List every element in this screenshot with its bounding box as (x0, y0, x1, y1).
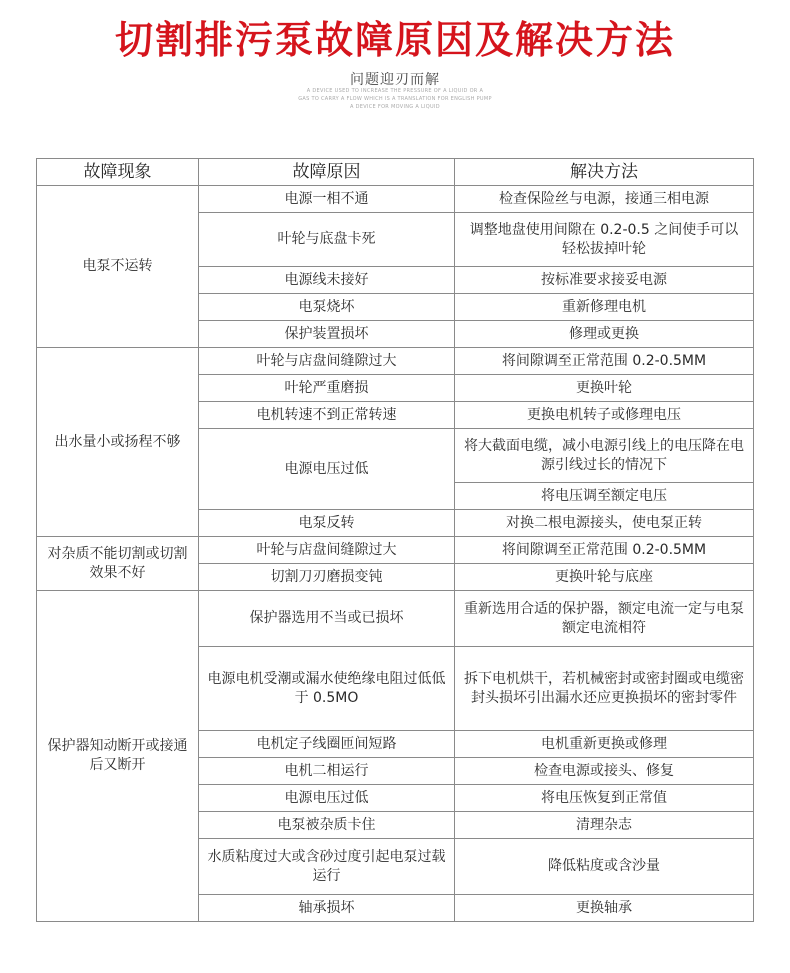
solution-cell: 更换叶轮 (455, 375, 754, 402)
solution-cell: 拆下电机烘干，若机械密封或密封圈或电缆密封头损坏引出漏水还应更换损坏的密封零件 (455, 647, 754, 731)
fine-print-line: A DEVICE FOR MOVING A LIQUID (350, 104, 440, 110)
cause-cell: 电机二相运行 (199, 758, 455, 785)
phenomenon-cell: 对杂质不能切割或切割效果不好 (37, 537, 199, 591)
cause-cell: 叶轮与店盘间缝隙过大 (199, 348, 455, 375)
fine-print-line: GAS TO CARRY A FLOW WHICH IS A TRANSLATION FOR ENGLISH PUMP (298, 96, 492, 102)
phenomenon-cell: 保护器知动断开或接通后又断开 (37, 591, 199, 922)
cause-cell: 保护装置损坏 (199, 321, 455, 348)
solution-cell: 更换轴承 (455, 895, 754, 922)
solution-cell: 重新修理电机 (455, 294, 754, 321)
fine-print-line: A DEVICE USED TO INCREASE THE PRESSURE OF A LIQUID OR A (306, 88, 484, 94)
solution-cell: 更换叶轮与底座 (455, 564, 754, 591)
cause-cell: 电机转速不到正常转速 (199, 402, 455, 429)
solution-cell: 将电压恢复到正常值 (455, 785, 754, 812)
cause-cell: 电泵被杂质卡住 (199, 812, 455, 839)
header-cause: 故障原因 (199, 159, 455, 186)
fault-table (36, 158, 754, 922)
solution-cell: 修理或更换 (455, 321, 754, 348)
cause-cell: 电源电压过低 (199, 429, 455, 510)
cause-cell: 叶轮严重磨损 (199, 375, 455, 402)
page-subtitle: 问题迎刃而解 (350, 72, 440, 88)
cause-cell: 电机定子线圈匝间短路 (199, 731, 455, 758)
cause-cell: 电源线未接好 (199, 267, 455, 294)
table-row (37, 186, 754, 213)
cause-cell: 轴承损坏 (199, 895, 455, 922)
cause-cell: 保护器选用不当或已损坏 (199, 591, 455, 647)
header-phenomenon: 故障现象 (37, 159, 199, 186)
cause-cell: 叶轮与底盘卡死 (199, 213, 455, 267)
solution-cell: 降低粘度或含沙量 (455, 839, 754, 895)
phenomenon-cell: 出水量小或扬程不够 (37, 348, 199, 537)
header-solution: 解决方法 (455, 159, 754, 186)
solution-cell: 检查电源或接头、修复 (455, 758, 754, 785)
cause-cell: 电泵烧坏 (199, 294, 455, 321)
cause-cell: 电源电压过低 (199, 785, 455, 812)
cause-cell: 切割刀刃磨损变钝 (199, 564, 455, 591)
cause-cell: 电源一相不通 (199, 186, 455, 213)
solution-cell: 对换二根电源接头，使电泵正转 (455, 510, 754, 537)
table-row (37, 537, 754, 564)
table-row (37, 348, 754, 375)
solution-cell: 清理杂志 (455, 812, 754, 839)
table-header-row (37, 159, 754, 186)
solution-cell: 电机重新更换或修理 (455, 731, 754, 758)
solution-cell: 将大截面电缆，减小电源引线上的电压降在电源引线过长的情况下 (455, 429, 754, 483)
solution-cell: 重新选用合适的保护器，额定电流一定与电泵额定电流相符 (455, 591, 754, 647)
phenomenon-cell: 电泵不运转 (37, 186, 199, 348)
solution-cell: 检查保险丝与电源，接通三相电源 (455, 186, 754, 213)
solution-cell: 将间隙调至正常范围 0.2-0.5MM (455, 537, 754, 564)
cause-cell: 电源电机受潮或漏水使绝缘电阻过低低于 0.5MO (199, 647, 455, 731)
solution-cell: 更换电机转子或修理电压 (455, 402, 754, 429)
solution-cell: 将间隙调至正常范围 0.2-0.5MM (455, 348, 754, 375)
cause-cell: 电泵反转 (199, 510, 455, 537)
solution-cell: 调整地盘使用间隙在 0.2-0.5 之间使手可以轻松拔掉叶轮 (455, 213, 754, 267)
table-row (37, 591, 754, 647)
solution-cell: 将电压调至额定电压 (455, 483, 754, 510)
page-title: 切割排污泵故障原因及解决方法 (114, 18, 675, 62)
cause-cell: 水质粘度过大或含砂过度引起电泵过载运行 (199, 839, 455, 895)
cause-cell: 叶轮与店盘间缝隙过大 (199, 537, 455, 564)
solution-cell: 按标准要求接妥电源 (455, 267, 754, 294)
